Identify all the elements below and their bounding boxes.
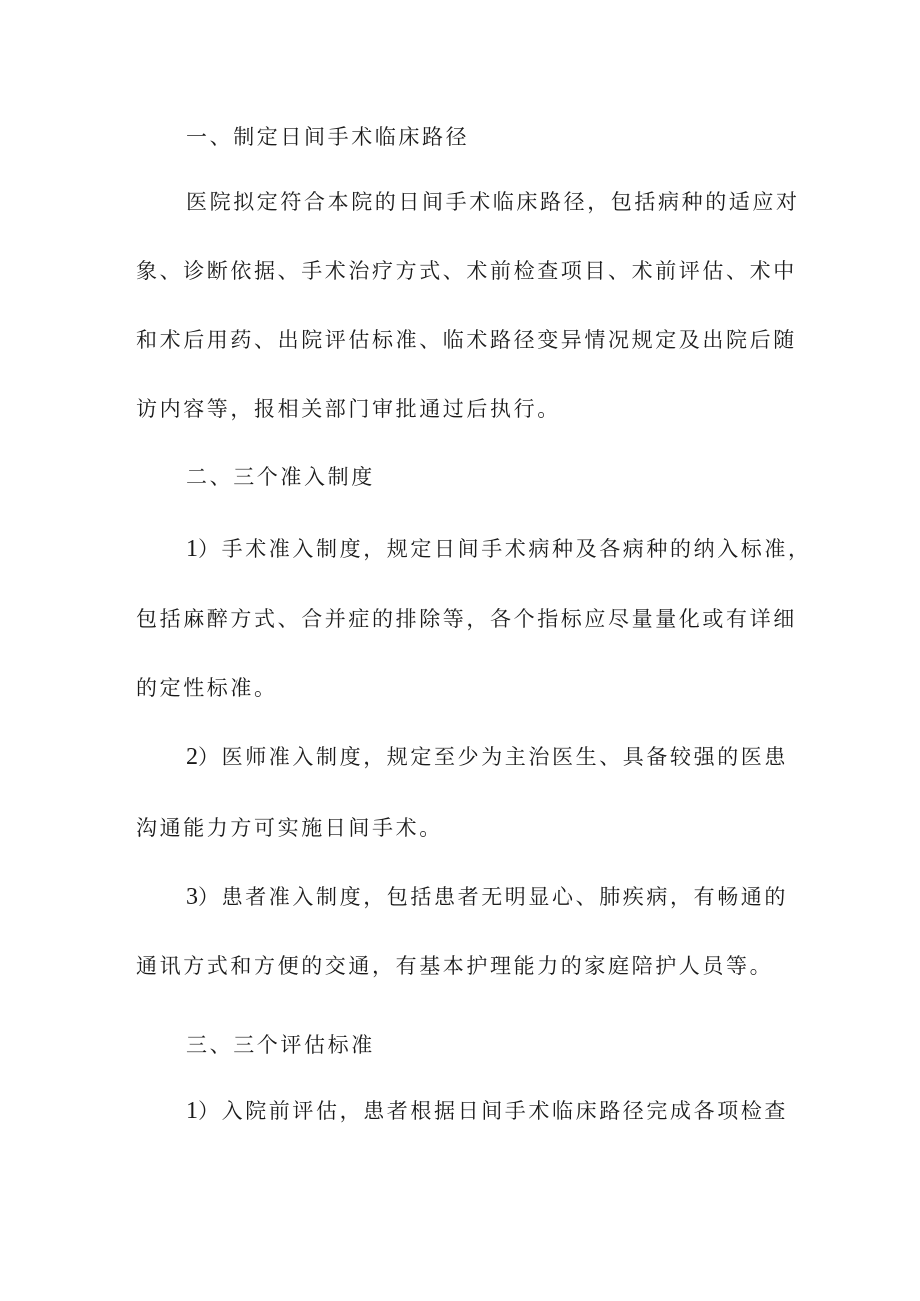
list-item-first-line [186, 534, 812, 564]
list-item-text: ）患者准入制度，包括患者无明显心、肺疾病，有畅通的 [198, 885, 788, 909]
list-item-first-line [186, 742, 788, 772]
list-item-text: ）医师准入制度，规定至少为主治医生、具备较强的医患 [198, 745, 788, 769]
paragraph-line: 的定性标准。 [136, 676, 278, 700]
list-item-text: ）手术准入制度，规定日间手术病种及各病种的纳入标准， [198, 537, 812, 561]
section-heading-3: 三、三个评估标准 [186, 1033, 375, 1057]
paragraph-line: 象、诊断依据、手术治疗方式、术前检查项目、术前评估、术中 [136, 259, 797, 283]
section-heading-1: 一、制定日间手术临床路径 [186, 125, 470, 149]
list-item-number: 2 [186, 744, 198, 770]
paragraph-line: 包括麻醉方式、合并症的排除等，各个指标应尽量量化或有详细 [136, 607, 797, 631]
list-item-number: 1 [186, 1098, 198, 1124]
paragraph-line: 沟通能力方可实施日间手术。 [136, 816, 443, 840]
list-item-number: 3 [186, 884, 198, 910]
paragraph-line: 和术后用药、出院评估标准、临术路径变异情况规定及出院后随 [136, 328, 797, 352]
list-item-first-line [186, 1096, 788, 1126]
paragraph-line: 访内容等，报相关部门审批通过后执行。 [136, 397, 561, 421]
paragraph-line: 医院拟定符合本院的日间手术临床路径，包括病种的适应对 [186, 190, 800, 214]
list-item-text: ）入院前评估，患者根据日间手术临床路径完成各项检查 [198, 1099, 788, 1123]
section-heading-2: 二、三个准入制度 [186, 465, 375, 489]
list-item-number: 1 [186, 536, 198, 562]
paragraph-line: 通讯方式和方便的交通，有基本护理能力的家庭陪护人员等。 [136, 954, 774, 978]
list-item-first-line [186, 882, 788, 912]
